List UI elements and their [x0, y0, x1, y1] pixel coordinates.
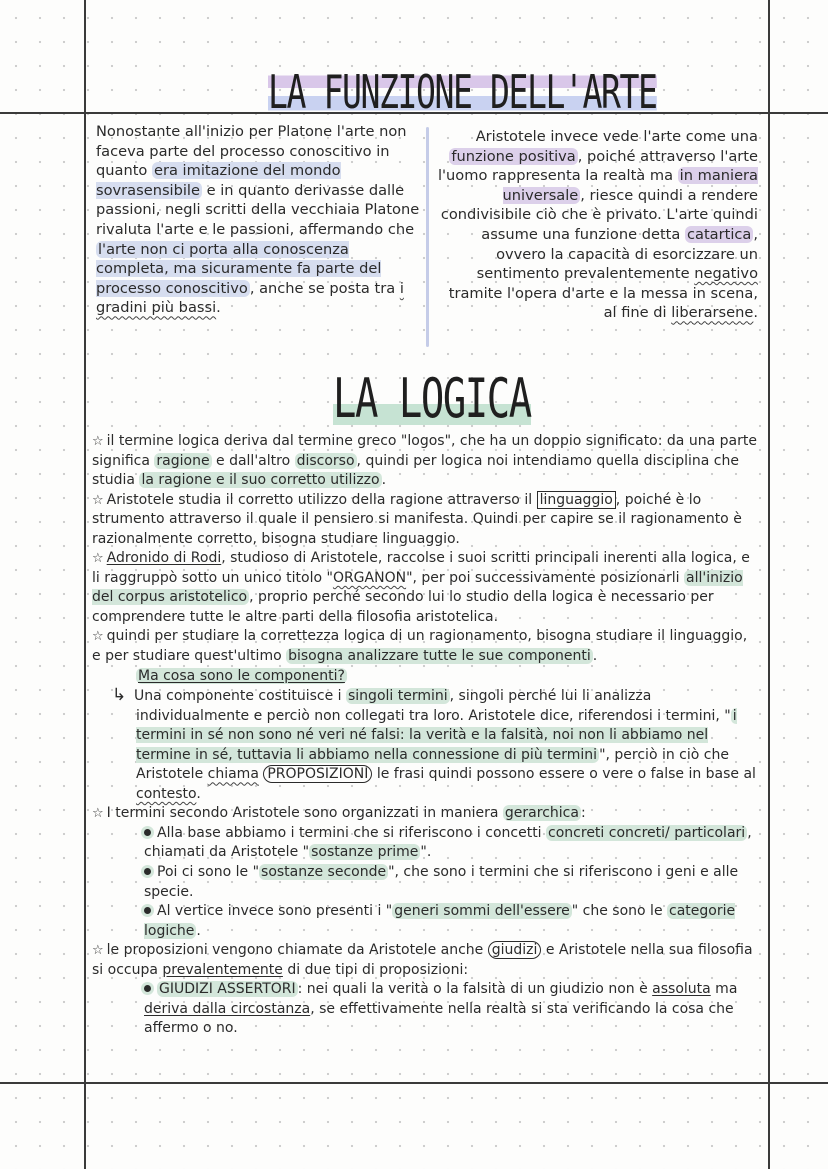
- star-icon: ☆: [92, 629, 104, 645]
- wavy-underline: ORGANON: [332, 569, 407, 586]
- paragraph-organon: ☆ Adronido di Rodi, studioso di Aristotele, raccolse i suoi scritti principali inerenti alla logica, e li raggruppò sotto un unico titolo "ORGANON", per poi successivamente posizionarli all'inizio del corpus aristotelico , proprio perché secondo lui lo studio della logica è necessario per comprendere tutte le altre parti della filosofia aristotelica.: [92, 550, 750, 625]
- wavy-underline: i gradini più bassi: [96, 279, 404, 317]
- wavy-underline: liberarsene: [671, 304, 754, 322]
- highlight: singoli termini: [348, 688, 448, 705]
- wavy-underline: contesto: [136, 785, 197, 802]
- logica-body: [92, 432, 757, 1039]
- bullet-sostanze-prime: Alla base abbiamo i termini che si riferiscono i concetti concreti concreti/ particolari , chiamati da Aristotele " sostanze prime ".: [144, 824, 752, 861]
- highlight: funzione positiva: [451, 147, 576, 165]
- circled-term: PROPOSIZIONI: [263, 765, 372, 783]
- circled-term: giudizi: [488, 941, 542, 959]
- arte-aristotele-text: Aristotele invece vede l'arte come una funzione positiva , poiché attraverso l'arte l'uomo rappresenta la realtà ma in maniera universale , riesce quindi a rendere condivisibile ciò che è privato. L'arte quindi assume una funzione detta catartica , ovvero la capacità di esorcizzare un sentimento prevalentemente negativo tramite l'opera d'arte e la messa in scena, al fine di liberarsene.: [437, 128, 758, 322]
- highlight: concreti concreti/ particolari: [548, 824, 746, 841]
- highlight: generi sommi dell'essere: [394, 903, 570, 920]
- highlight: categorie logiche: [144, 903, 736, 939]
- underlined-term: deriva dalla circostanza: [144, 1000, 311, 1017]
- arte-aristotele-column: [432, 127, 758, 323]
- highlight: sostanze seconde: [261, 864, 387, 881]
- bullet-sostanze-seconde: Poi ci sono le " sostanze seconde ", che sono i termini che si riferiscono i geni e alle specie.: [144, 864, 739, 900]
- star-icon: ☆: [92, 943, 104, 959]
- bullet-generi-sommi: Al vertice invece sono presenti i " generi sommi dell'essere " che sono le categorie logiche .: [144, 903, 736, 939]
- highlight: i termini in sé non sono né veri né falsi: la verità e la falsità, noi non li abbiamo nel termine in sé, tuttavia li abbiamo nella connessione di più termini: [136, 707, 737, 763]
- highlight: la ragione e il suo corretto utilizzo: [141, 472, 380, 489]
- highlight: discorso: [296, 452, 355, 469]
- highlight: all'inizio del corpus aristotelico: [92, 569, 743, 606]
- wavy-underline: chiama: [207, 766, 259, 783]
- margin-line-right: [768, 0, 770, 1169]
- title-funzione-arte: LA FUNZIONE DELL'ARTE: [268, 65, 657, 119]
- highlight: l'arte non ci porta alla conoscenza completa, ma sicuramente fa parte del processo conoscitivo: [96, 240, 382, 297]
- highlight: gerarchica: [504, 805, 579, 822]
- highlight: ragione: [156, 452, 210, 469]
- paragraph-linguaggio: ☆ Aristotele studia il corretto utilizzo della ragione attraverso il linguaggio , poiché è lo strumento attraverso il quale il pensiero si manifesta. Quindi per capire se il ragionamento è razionalmente corretto, bisogna studiare linguaggio.: [92, 491, 742, 547]
- arte-platone-column: [96, 122, 422, 318]
- margin-line-left: [84, 0, 86, 1169]
- column-divider: [426, 127, 429, 347]
- star-icon: ☆: [92, 434, 104, 449]
- highlight: era imitazione del mondo sovrasensibile: [96, 162, 341, 199]
- title-logica: LA LOGICA: [333, 367, 531, 430]
- bullet-giudizi-assertori: GIUDIZI ASSERTORI : nei quali la verità o la falsità di un giudizio non è assoluta ma deriva dalla circostanza, se effettivamente nella realtà si sta verificando la cosa che affermo o no.: [144, 981, 738, 1037]
- paragraph-gerarchia: ☆ I termini secondo Aristotele sono organizzati in maniera gerarchica :: [92, 805, 586, 822]
- paragraph-componenti: ☆ quindi per studiare la correttezza logica di un ragionamento, bisogna studiare il linguaggio, e per studiare quest'ultimo bisogna analizzare tutte le sue componenti .: [92, 628, 748, 665]
- highlight: in maniera universale: [502, 167, 758, 204]
- highlight: GIUDIZI ASSERTORI: [159, 981, 296, 998]
- star-icon: ☆: [92, 492, 104, 508]
- bullet-dot-icon: [144, 907, 151, 914]
- underlined-term: assoluta: [652, 981, 711, 998]
- highlight: catartica: [686, 225, 752, 243]
- boxed-term: linguaggio: [537, 491, 616, 509]
- underlined-term: prevalentemente: [162, 961, 283, 978]
- paragraph-giudizi: ☆ le proposizioni vengono chiamate da Aristotele anche giudizi e Aristotele nella sua filosofia si occupa prevalentemente di due tipi di proposizioni:: [92, 942, 753, 978]
- bullet-dot-icon: [144, 829, 151, 836]
- paragraph-logos: ☆ il termine logica deriva dal termine greco "logos", che ha un doppio significato: da una parte significa ragione e dall'altro discorso , quindi per logica noi intendiamo quella disciplina che studia la ragione e il suo corretto utilizzo .: [92, 433, 757, 489]
- arte-platone-text: Nonostante all'inizio per Platone l'arte non faceva parte del processo conoscitivo in quanto era imitazione del mondo sovrasensibile e in quanto derivasse dalle passioni, negli scritti della vecchiaia Platone rivaluta l'arte e le passioni, affermando che l'arte non ci porta alla conoscenza completa, ma sicuramente fa parte del processo conoscitivo , anche se posta tra i gradini più bassi.: [96, 123, 420, 317]
- question-text: Ma cosa sono le componenti?: [138, 667, 345, 684]
- question-componenti: [92, 667, 757, 687]
- highlight: bisogna analizzare tutte le sue componenti: [288, 648, 591, 665]
- bullet-dot-icon: [144, 868, 151, 875]
- star-icon: ☆: [92, 806, 104, 822]
- wavy-underline: negativo: [694, 265, 758, 283]
- curved-arrow-icon: ↳: [112, 685, 127, 706]
- footer-line: [0, 1082, 828, 1084]
- star-icon: ☆: [92, 551, 104, 567]
- bullet-dot-icon: [144, 985, 151, 992]
- paragraph-termini: ↳ Una componente costituisce i singoli termini , singoli perché lui li analizza individualmente e perciò non collegati tra loro. Aristotele dice, riferendosi i termini, " i termini in sé non sono né veri né falsi: la verità e la falsità, noi non li abbiamo nel termine in sé, tuttavia li abbiamo nella connessione di più termini ", perciò in ciò che Aristotele chiama PROPOSIZIONI le frasi quindi possono essere o vere o false in base al contesto.: [112, 685, 756, 802]
- underlined-term: Adronido di Rodi: [106, 550, 222, 567]
- highlight: sostanze prime: [311, 844, 419, 861]
